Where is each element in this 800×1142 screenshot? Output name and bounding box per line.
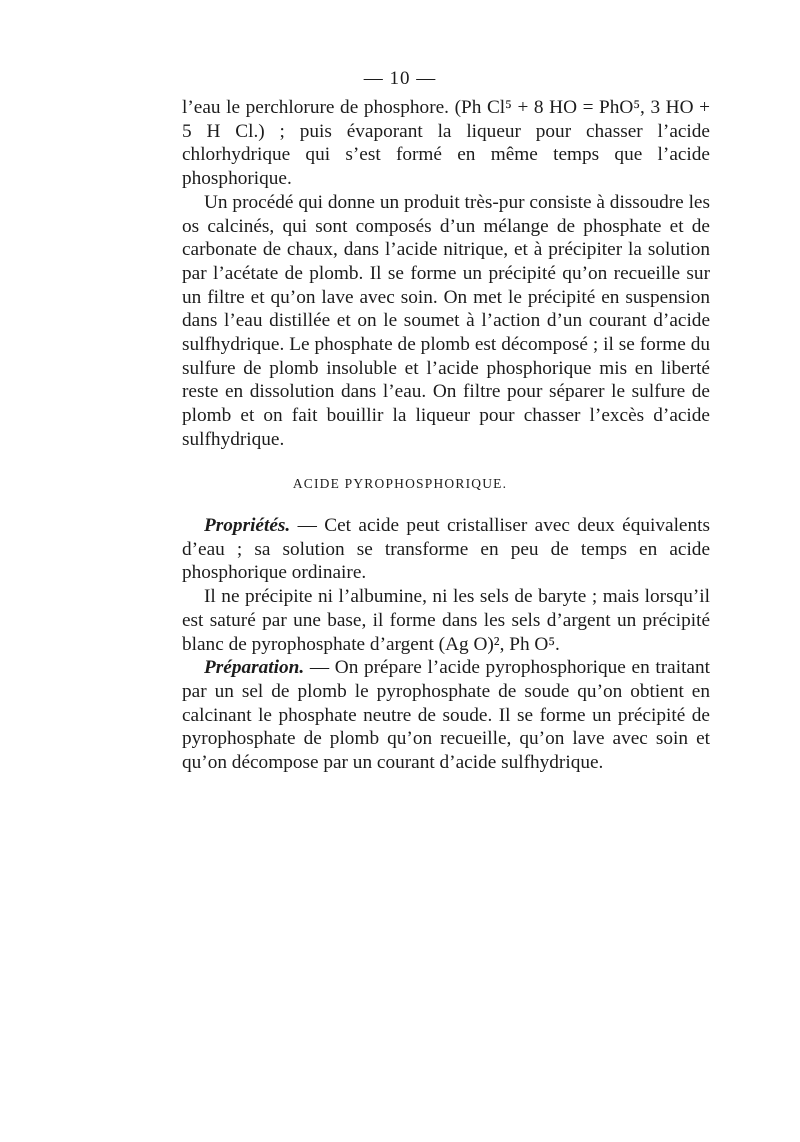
- paragraph-precipite: Il ne précipite ni l’albumine, ni les sels de baryte ; mais lorsqu’il est saturé par une base, il forme dans les sels d’argent un précipité blanc de pyrophosphate d’argent (Ag O)², Ph O⁵.: [182, 586, 710, 655]
- page-number: — 10 —: [363, 68, 437, 89]
- proprietes-heading: Propriétés.: [204, 515, 291, 536]
- paragraph-perchlorure: l’eau le perchlorure de phosphore. (Ph Cl⁵ + 8 HO = PhO⁵, 3 HO + 5 H Cl.) ; puis évaporant la liqueur pour chasser l’acide chlorhydrique qui s’est formé en même temps que l’acide phosphorique.: [182, 97, 710, 190]
- paragraph-procede: Un procédé qui donne un produit très-pur consiste à dissoudre les os calcinés, qui sont composés d’un mélange de phosphate et de carbonate de chaux, dans l’acide nitrique, et à précipiter la solution par l’acétate de plomb. Il se forme un précipité qu’on recueille sur un filtre et qu’on lave avec soin. On met le précipité en suspension dans l’eau distillée et on le soumet à l’action d’un courant d’acide sulfhydrique. Le phosphate de plomb est décomposé ; il se forme du sulfure de plomb insoluble et l’acide phosphorique mis en liberté reste en dissolution dans l’eau. On filtre pour séparer le sulfure de plomb et on fait bouillir la liqueur pour chasser l’excès d’acide sulfhydrique.: [182, 191, 710, 450]
- section-title: ACIDE PYROPHOSPHORIQUE.: [292, 476, 508, 491]
- preparation-heading: Préparation.: [204, 657, 305, 679]
- paragraph-preparation: [182, 656, 710, 775]
- proprietes-text: — Cet acide peut cristalliser avec deux équivalents d’eau ; sa solution se transforme en peu de temps en acide phosphorique ordinaire.: [182, 515, 710, 584]
- preparation-text: — On prépare l’acide pyrophosphorique en traitant par un sel de plomb le pyrophosphate de soude qu’on obtient en calcinant le phosphate neutre de soude. Il se forme un précipité de pyrophosphate de plomb qu’on recueille, qu’on lave avec soin et qu’on décompose par un courant d’acide sulfhydrique.: [182, 657, 710, 774]
- text-block-top: [182, 96, 710, 452]
- paragraph-proprietes: [182, 514, 710, 585]
- text-block-section: [182, 514, 710, 775]
